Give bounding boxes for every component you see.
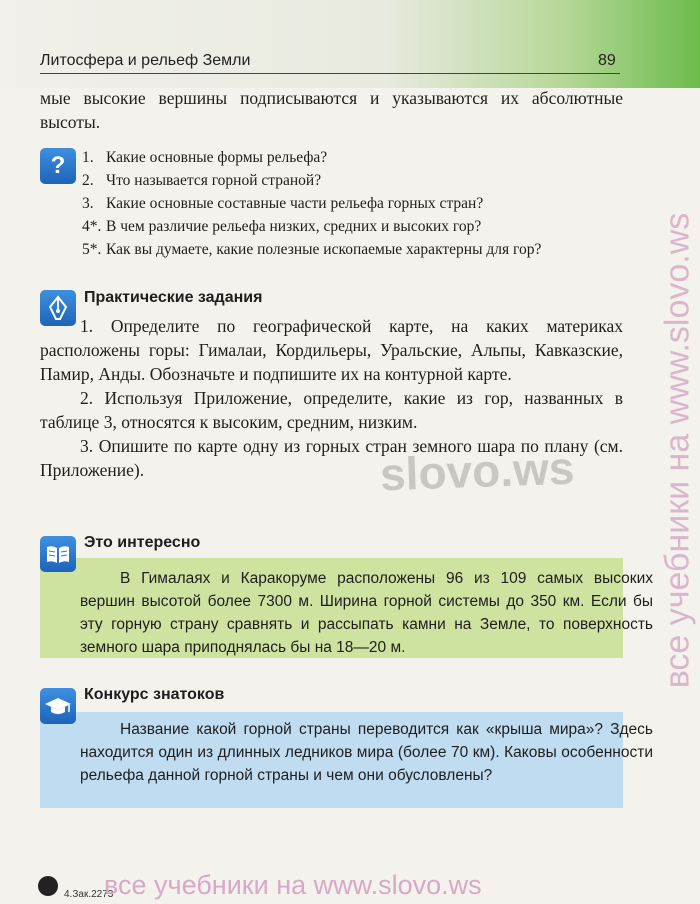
book-icon [40, 536, 76, 572]
question-item: 2. Что называется горной страной? [82, 172, 322, 189]
task-paragraph: 3. Опишите по карте одну из горных стран земного шара по плану (см. Приложение). [40, 436, 623, 480]
contest-title: Конкурс знатоков [84, 686, 225, 703]
contest-box [40, 712, 653, 808]
task-paragraph: 1. Определите по географической карте, на каких материках расположены горы: Гималаи, Кордильеры, Уральские, Альпы, Кавказские, Памир, Анды. Обозначьте и подпишите их на контурной карте. [40, 316, 623, 384]
question-item: 1. Какие основные формы рельефа? [82, 149, 328, 166]
question-item: 3. Какие основные составные части рельефа горных стран? [82, 195, 484, 212]
interesting-text: В Гималаях и Каракоруме расположены 96 из 109 самых высоких вершин высотой более 7300 м. Ширина горной системы до 350 км. Если бы эту горную страну сравнять и рассыпать камни на Земле, то поверхность земного шара приподнялась бы на 18—20 м. [80, 570, 653, 656]
page-number: 89 [598, 52, 616, 69]
question-item: 4*. В чем различие рельефа низких, средних и высоких гор? [82, 218, 482, 235]
watermark-center: slovo.ws [379, 441, 576, 501]
watermark-side: все учебники на www.slovo.ws [658, 212, 697, 688]
header-rule [40, 73, 620, 74]
intro-paragraph: мые высокие вершины подписываются и указываются их абсолютные высоты. [40, 88, 623, 132]
question-icon: ? [40, 148, 76, 184]
footer-code: 4.Зак.2273 [64, 889, 114, 900]
review-questions [82, 146, 623, 261]
contest-text: Название какой горной страны переводится как «крыша мира»? Здесь находится один из длинных ледников мира (более 70 км). Каковы особенности рельефа данной горной страны и чем они обусловлены? [80, 721, 653, 784]
header-band [0, 0, 700, 88]
interesting-title: Это интересно [84, 534, 201, 551]
interesting-box [40, 558, 653, 658]
running-head: Литосфера и рельеф Земли [40, 52, 251, 69]
practical-title: Практические задания [84, 289, 263, 306]
graduation-cap-icon [40, 688, 76, 724]
page-corner-dot [38, 876, 58, 896]
task-paragraph: 2. Используя Приложение, определите, какие из гор, названных в таблице 3, относятся к высоким, средним, низким. [40, 388, 623, 432]
question-item: 5*. Как вы думаете, какие полезные ископаемые характерны для гор? [82, 241, 542, 258]
watermark-bottom: все учебники на www.slovo.ws [104, 870, 482, 900]
